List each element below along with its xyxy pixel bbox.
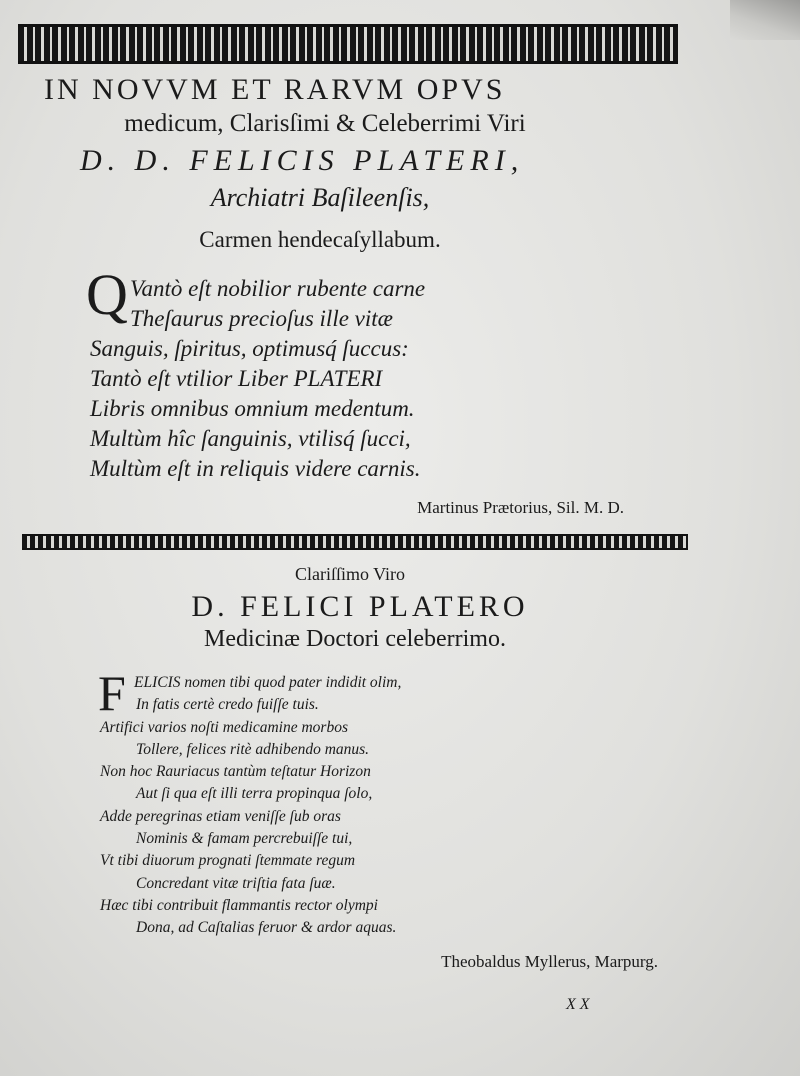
poem2-line: Concredant vitæ triſtia fata ſuæ. [136, 874, 336, 892]
poem2-line: Vt tibi diuorum prognati ſtemmate regum [100, 852, 356, 870]
title-line-2: medicum, Clarisſimi & Celeberrimi Viri [124, 110, 526, 137]
ornamental-border-top [18, 24, 678, 64]
title-line-3: D. D. FELICIS PLATERI, [80, 144, 525, 177]
poem1-line: Vantò eſt nobilior rubente carne [130, 276, 426, 301]
poem1-line: Sanguis, ſpiritus, optimusq́ ſuccus: [90, 336, 409, 361]
poem2-author: Theobaldus Myllerus, Marpurg. [441, 952, 658, 971]
poem2-line: Artifici varios noſti medicamine morbos [100, 718, 348, 736]
poem2-line: Nominis & famam percrebuiſſe tui, [136, 830, 353, 848]
poem2-line: Non hoc Rauriacus tantùm teſtatur Horizon [100, 763, 371, 781]
poem2-line: Dona, ad Caſtalias feruor & ardor aquas. [136, 919, 397, 937]
poem1-author: Martinus Prætorius, Sil. M. D. [417, 498, 624, 517]
title-line-5: Carmen hendecaſyllabum. [199, 227, 441, 252]
poem1-line: Libris omnibus omnium medentum. [90, 396, 415, 421]
poem2-line: ELICIS nomen tibi quod pater indidit olim, [134, 674, 402, 691]
poem2-line: Tollere, felices ritè adhibendo manus. [136, 740, 370, 758]
poem1-line: Multùm eſt in reliquis videre carnis. [90, 456, 421, 481]
poem2 [100, 672, 401, 940]
poem2-dropcap: F [98, 665, 126, 721]
poem2-line: Aut ſi qua eſt illi terra propinqua ſolo, [136, 785, 373, 803]
poem1-dropcap: Q [86, 262, 128, 327]
footer-mark: X X [566, 996, 590, 1013]
section2-heading-2: D. FELICI PLATERO [191, 590, 529, 623]
poem1-line: Multùm hîc ſanguinis, vtilisq́ ſucci, [90, 426, 411, 451]
section2-heading-1: Clariſſimo Viro [294, 564, 406, 584]
section2-heading-3: Medicinæ Doctori celeberrimo. [204, 626, 506, 652]
page-corner-fold [730, 0, 800, 40]
poem2-line: Adde peregrinas etiam veniſſe ſub oras [100, 807, 341, 825]
poem1 [90, 274, 425, 484]
poem1-line: Tantò eſt vtilior Liber PLATERI [90, 366, 383, 391]
title-line-1: IN NOVVM ET RARVM OPVS [44, 73, 506, 106]
ornamental-border-divider [22, 534, 688, 550]
title-line-4: Archiatri Baſileenſis, [210, 183, 430, 212]
poem2-line: In fatis certè credo fuiſſe tuis. [136, 696, 319, 714]
poem2-line: Hæc tibi contribuit flammantis rector olympi [100, 896, 378, 914]
poem1-line: Theſaurus precioſus ille vitæ [130, 306, 393, 331]
